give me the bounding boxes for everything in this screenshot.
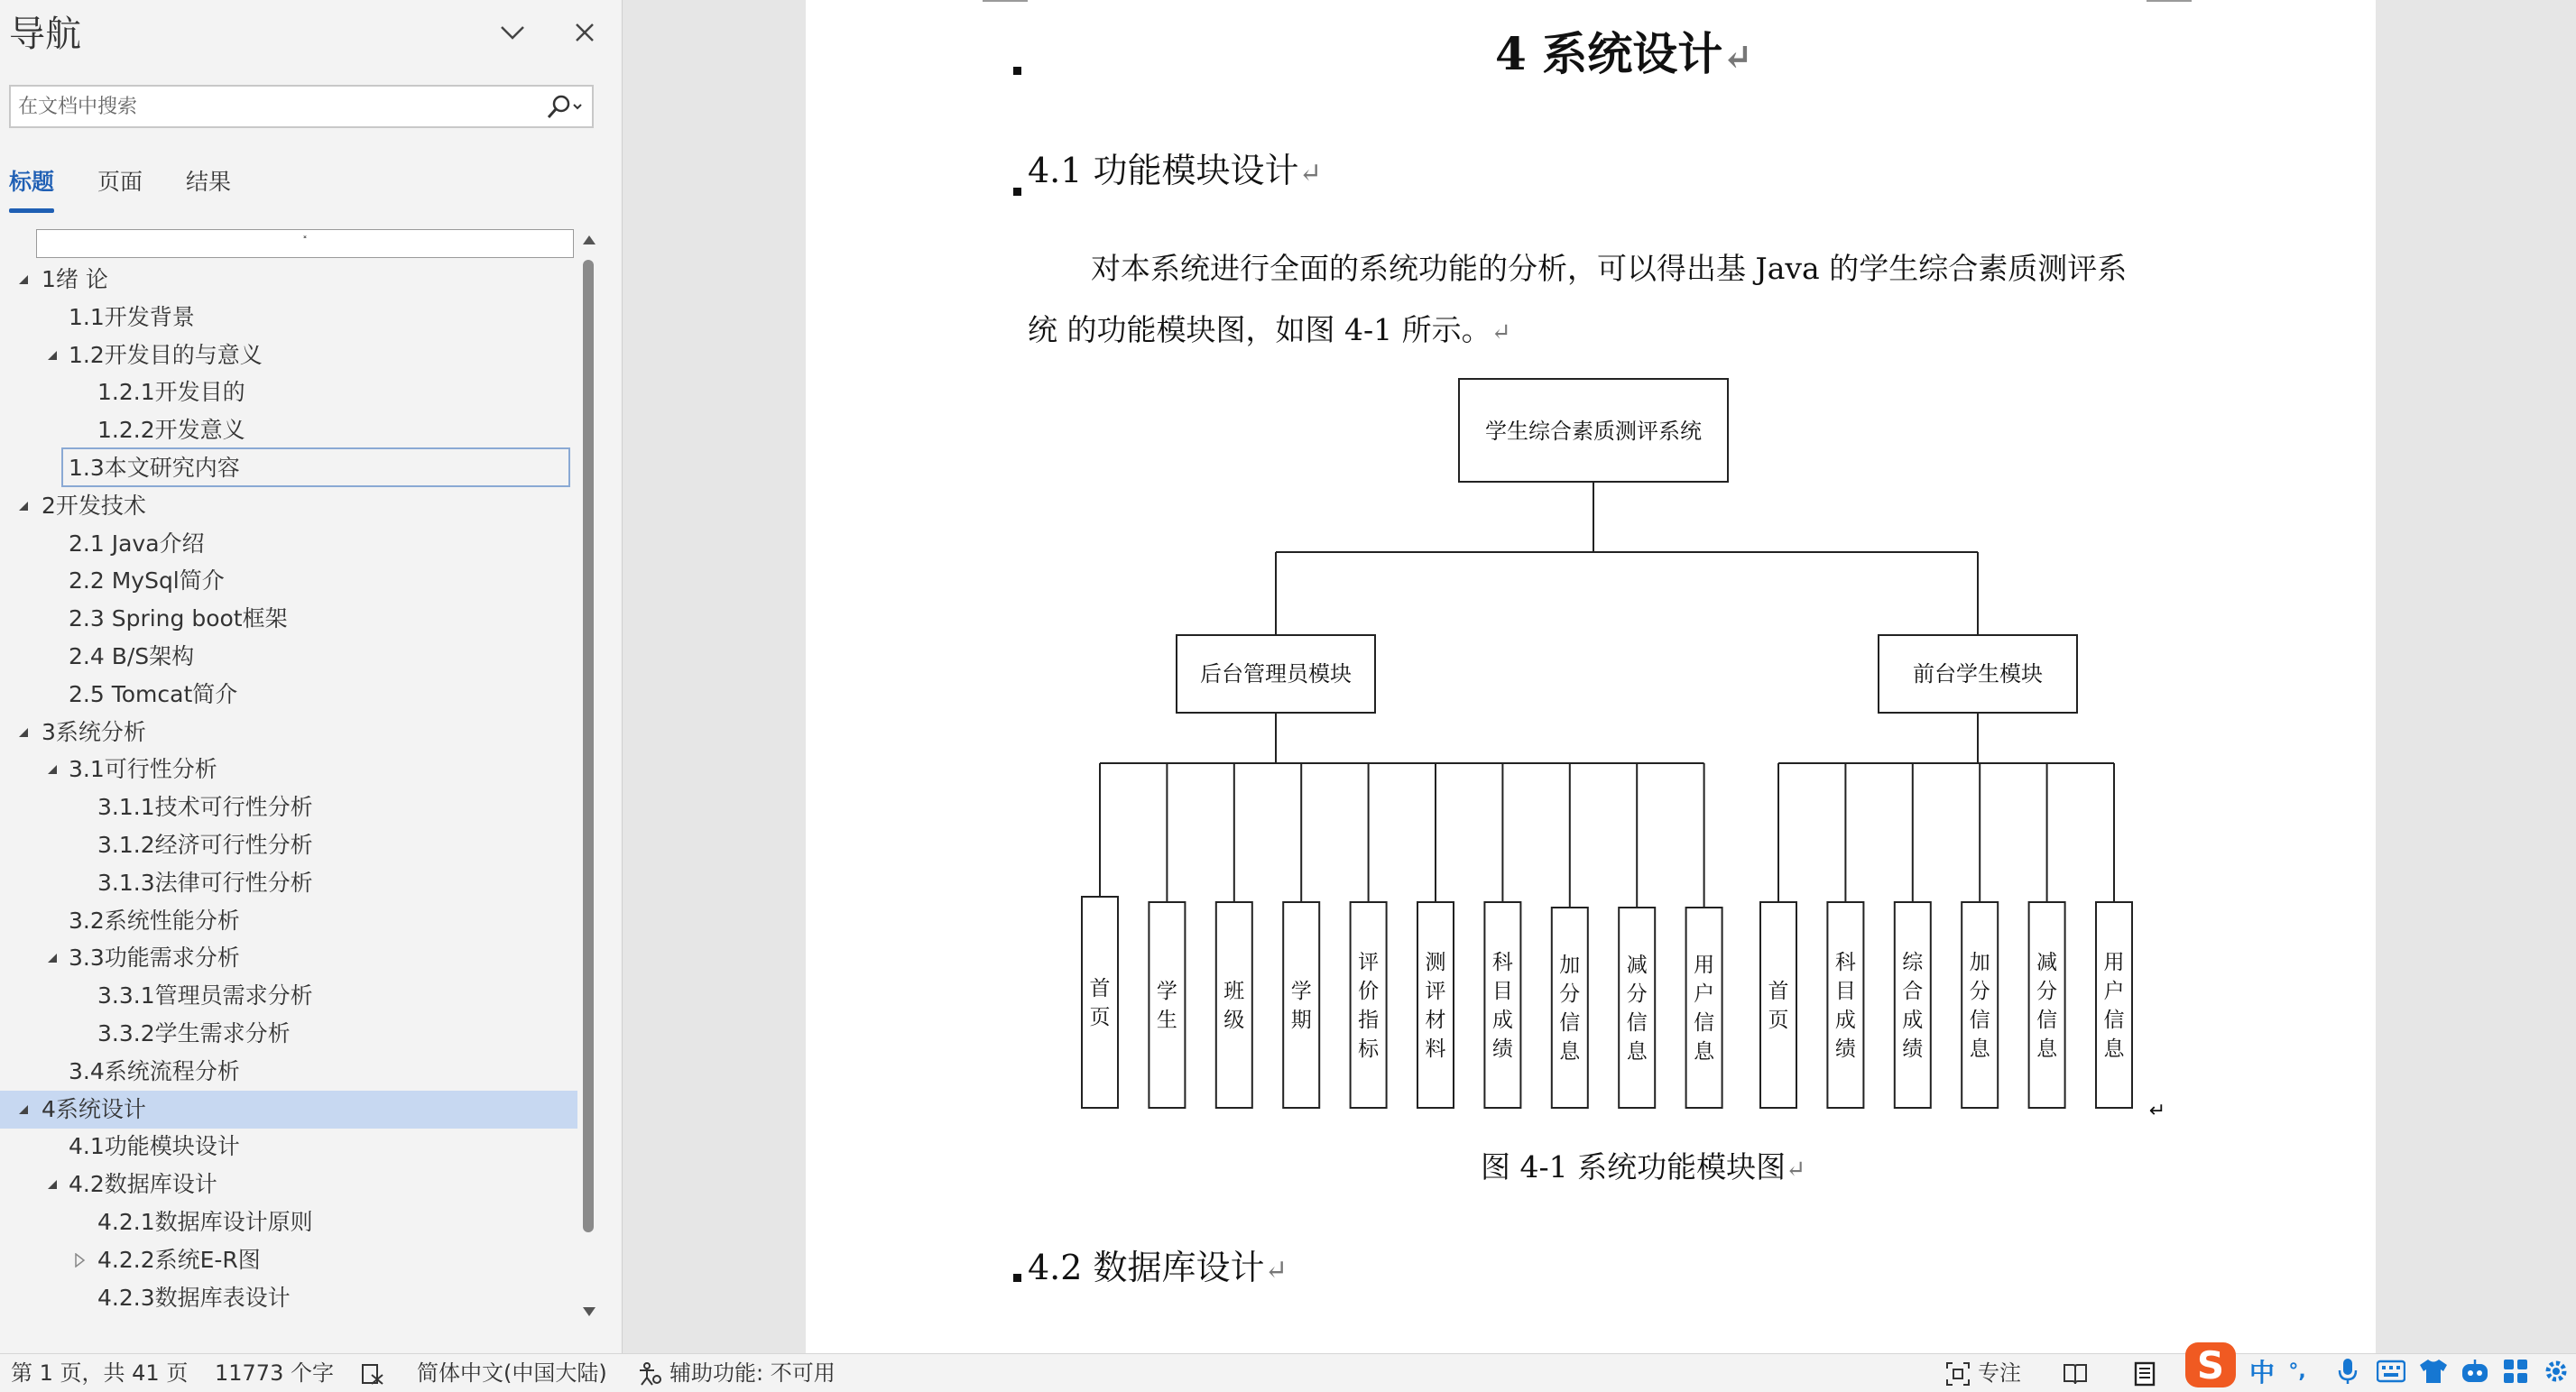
tree-item-label: 1.2.1开发目的 [97,379,245,406]
admin-leaf-label-char: 息 [1559,1040,1581,1064]
heading-bullet [1013,188,1021,196]
tree-item-label: 4.1功能模块设计 [69,1133,240,1160]
admin-leaf-label-char: 息 [1626,1040,1648,1064]
tree-item[interactable] [0,373,577,411]
accessibility-icon [637,1361,662,1387]
student-leaf-label-char: 目 [1834,980,1856,1003]
student-leaf-label-char: 页 [1768,1009,1789,1032]
paragraph-mark: ↵ [1298,158,1322,189]
admin-leaf-label-char: 评 [1425,980,1446,1003]
chapter-title[interactable] [1495,18,1753,83]
tree-item-label: 4系统设计 [42,1095,146,1122]
admin-leaf-label-char: 减 [1626,954,1648,977]
nav-tabs [9,166,231,217]
student-leaf-label-char: 加 [1969,951,1990,974]
tree-item[interactable] [0,676,577,714]
paragraph-line-2[interactable] [1028,307,1511,349]
admin-leaf-label-char: 科 [1491,951,1513,974]
tree-item-label: 3系统分析 [42,718,146,745]
student-leaf-label-char: 成 [1902,1009,1924,1032]
admin-leaf-label-char: 生 [1156,1009,1177,1032]
student-leaf-label-char: 绩 [1834,1037,1856,1061]
proofing-icon [361,1362,384,1386]
tree-item-label: 1.3本文研究内容 [63,449,568,485]
tree-item-label: 4.2.1数据库设计原则 [97,1209,313,1235]
student-leaf-label-char: 用 [2103,951,2125,974]
heading-bullet [1013,67,1021,75]
student-leaf-box [1895,902,1931,1108]
tree-item-label: 2.4 B/S架构 [69,643,195,669]
soft-keyboard-button[interactable] [2375,1355,2407,1387]
tree-item-label: 2.5 Tomcat简介 [69,680,238,707]
tree-item[interactable] [0,1015,577,1053]
nav-search-box[interactable] [9,85,594,128]
heading-tree [0,261,577,1316]
admin-leaf-box [1552,908,1588,1108]
navigation-pane [0,0,623,1353]
admin-leaf-label-char: 班 [1223,980,1245,1003]
voice-input-button[interactable] [2331,1355,2364,1387]
search-options-button[interactable] [540,90,586,124]
tree-item-label: 1.1开发背景 [69,303,195,330]
expanded-triangle-icon[interactable] [13,261,34,299]
tree-item-label: 3.1.2经济可行性分析 [97,832,313,858]
close-icon [575,23,595,42]
admin-leaf-label-char: 用 [1694,954,1715,977]
admin-leaf-label-char: 评 [1358,951,1380,974]
admin-leaf-label-char: 户 [1694,982,1715,1006]
expanded-triangle-icon[interactable] [13,487,34,525]
student-leaf-label-char: 息 [2036,1037,2058,1061]
admin-leaf-box [1082,897,1118,1108]
admin-leaf-box [1149,902,1185,1108]
ime-mode-indicator[interactable]: 中 [2248,1358,2275,1387]
tree-item-label: 3.1.3法律可行性分析 [97,869,313,896]
student-leaf-label-char: 绩 [1902,1037,1924,1061]
tree-item[interactable] [0,638,577,676]
nav-pane-title: 导航 [9,14,81,55]
admin-leaf-box [1283,902,1319,1108]
tree-item-label: 3.2系统性能分析 [69,907,240,934]
print-layout-icon [2133,1361,2156,1387]
expanded-triangle-icon[interactable] [42,751,63,788]
tree-item[interactable] [0,902,577,940]
tree-item[interactable] [0,487,577,525]
student-leaf-label-char: 综 [1902,951,1924,974]
tree-item-label: 2开发技术 [42,492,146,519]
expanded-triangle-icon[interactable] [42,1166,63,1203]
tree-item-label: 3.3功能需求分析 [69,945,240,972]
tree-item[interactable] [0,1203,577,1241]
figure-caption-text: 图 4-1 系统功能模块图 [1481,1149,1787,1185]
student-leaf-label-char: 信 [1969,1009,1990,1032]
section-title-text: 4.1 功能模块设计 [1028,151,1299,190]
student-leaf-label-char: 户 [2103,980,2125,1003]
admin-leaf-label-char: 期 [1290,1009,1312,1032]
tree-item[interactable] [0,562,577,600]
tree-item[interactable] [0,939,577,977]
nav-search-input[interactable] [18,90,532,123]
admin-leaf-label-char: 绩 [1491,1037,1513,1061]
tree-item-label: 3.1可行性分析 [69,756,217,783]
language-indicator[interactable]: 简体中文(中国大陆) [417,1360,607,1386]
grid-icon [2502,1358,2529,1385]
tree-item[interactable] [0,1279,577,1316]
admin-leaf-label-char: 页 [1089,1006,1111,1029]
admin-leaf-label-char: 材 [1425,1009,1446,1032]
print-layout-button[interactable] [2133,1354,2156,1392]
paragraph-mark: ↵ [1491,318,1511,346]
skin-button[interactable] [2416,1355,2451,1387]
student-leaf-box [1760,902,1796,1108]
student-leaf-box [1962,902,1998,1108]
admin-leaf-label-char: 学 [1156,980,1177,1003]
admin-leaf-box [1686,908,1722,1108]
admin-leaf-label-char: 测 [1425,951,1446,974]
admin-leaf-box [1484,902,1520,1108]
triangle-down-icon [582,1306,596,1317]
keyboard-icon [2377,1360,2405,1383]
tree-item[interactable] [0,1053,577,1091]
paragraph-mark: ↵ [1786,1156,1806,1184]
collapsed-triangle-icon[interactable] [69,1241,90,1279]
robot-icon [2460,1359,2490,1384]
tree-item-label: 3.3.1管理员需求分析 [97,982,313,1009]
page-count[interactable]: 第 1 页，共 41 页 [11,1360,189,1386]
student-module-label: 前台学生模块 [1913,661,2043,687]
focus-mode-button[interactable] [1945,1354,2021,1392]
section-title-4-2[interactable] [1028,1240,1288,1289]
tree-item[interactable] [0,336,577,374]
admin-leaf-box [1351,902,1387,1108]
figure-caption[interactable] [1481,1144,1805,1186]
ime-assistant-button[interactable] [2458,1355,2492,1387]
student-leaf-label-char: 信 [2036,1009,2058,1032]
admin-leaf-label-char: 料 [1425,1037,1446,1061]
tree-item-label: 2.2 MySql简介 [69,567,225,595]
ime-settings-button[interactable] [2539,1355,2573,1387]
gear-icon [2542,1357,2571,1386]
sogou-ime-button[interactable] [2182,1339,2239,1391]
tree-item-label: 4.2.3数据库表设计 [97,1284,291,1311]
paragraph-mark: ↵ [1264,1255,1288,1286]
admin-leaf-box [1619,908,1655,1108]
tree-item-label: 3.1.1技术可行性分析 [97,794,313,821]
tree-item-label: 1.2.2开发意义 [97,417,245,444]
tree-item-label: 4.2数据库设计 [69,1171,217,1198]
admin-leaf-label-char: 信 [1694,1011,1715,1035]
microphone-icon [2337,1357,2359,1386]
focus-icon [1945,1361,1971,1387]
tree-item[interactable] [0,788,577,826]
tree-item[interactable] [0,714,577,751]
student-leaf-label-char: 分 [1969,980,1990,1003]
accessibility-text: 辅助功能: 不可用 [669,1360,836,1386]
read-mode-icon [2063,1362,2088,1386]
diagram-paragraph-mark: ↵ [2148,1100,2166,1119]
tree-item[interactable] [0,826,577,864]
expanded-triangle-icon[interactable] [13,714,34,751]
expanded-triangle-icon[interactable] [42,336,63,374]
tree-item[interactable] [0,1128,577,1166]
read-mode-button[interactable] [2063,1354,2088,1392]
tree-item[interactable] [0,411,577,449]
tab-results[interactable]: 结果 [186,169,232,195]
expanded-triangle-icon[interactable] [13,1091,34,1129]
proofing-button[interactable] [361,1354,384,1392]
student-leaf-box [2096,902,2132,1108]
tree-item[interactable] [0,299,577,336]
admin-leaf-label-char: 首 [1089,977,1111,1000]
student-leaf-label-char: 首 [1768,980,1789,1003]
nav-close-button[interactable] [565,13,605,52]
tree-item-label: 2.1 Java介绍 [69,530,205,557]
nav-scrollbar[interactable] [577,231,601,1326]
student-leaf-label-char: 息 [1969,1037,1990,1061]
admin-leaf-label-char: 指 [1358,1009,1380,1032]
page-corner-mark [983,0,1028,2]
admin-leaf-label-char: 分 [1559,982,1581,1006]
student-leaf-box [1827,902,1863,1108]
admin-leaf-label-char: 级 [1223,1009,1245,1032]
tree-item[interactable] [0,449,577,487]
student-leaf-label-char: 分 [2036,980,2058,1003]
tree-item-label: 4.2.2系统E-R图 [97,1246,261,1273]
student-leaf-label-char: 减 [2036,951,2058,974]
tree-item[interactable] [0,1241,577,1279]
scroll-up-arrow[interactable] [580,231,598,249]
expanded-triangle-icon[interactable] [42,939,63,977]
tree-item[interactable] [0,751,577,788]
admin-module-label: 后台管理员模块 [1200,661,1352,687]
page-corner-mark [2147,0,2192,2]
student-leaf-label-char: 信 [2103,1009,2125,1032]
tree-item[interactable] [0,525,577,563]
tree-item[interactable] [0,977,577,1015]
nav-options-button[interactable] [493,13,532,52]
chevron-down-icon [500,24,525,41]
admin-leaf-label-char: 学 [1290,980,1312,1003]
tshirt-icon [2418,1358,2449,1385]
tree-item[interactable] [0,1166,577,1203]
paragraph-mark: ↵ [1722,36,1753,78]
student-leaf-label-char: 息 [2103,1037,2125,1061]
heading-filter-box[interactable]: ˟ [36,229,574,258]
tree-item-label: 2.3 Spring boot框架 [69,605,288,632]
tab-headings[interactable]: 标题 [9,166,54,213]
root-node-label: 学生综合素质测评系统 [1485,419,1702,444]
triangle-up-icon [582,235,596,245]
tree-item[interactable] [0,864,577,902]
admin-leaf-label-char: 目 [1491,980,1513,1003]
section-title-4-1[interactable] [1028,143,1322,192]
scroll-down-arrow[interactable] [580,1303,598,1321]
heading-bullet [1013,1274,1021,1282]
tab-pages[interactable]: 页面 [97,169,143,195]
focus-label: 专注 [1978,1360,2021,1386]
ime-toolbox-button[interactable] [2499,1355,2532,1387]
ime-punctuation-indicator[interactable]: °, [2288,1360,2306,1383]
tree-item-label: 3.4系统流程分析 [69,1057,240,1084]
svg-text:S: S [2196,1343,2225,1387]
admin-leaf-label-char: 信 [1626,1011,1648,1035]
function-module-diagram[interactable] [1066,370,2166,1119]
admin-leaf-label-char: 成 [1491,1009,1513,1032]
accessibility-indicator[interactable] [637,1354,836,1392]
paragraph-line-1[interactable]: 对本系统进行全面的系统功能的分析，可以得出基 Java 的学生综合素质测评系 [1091,251,2128,286]
search-icon [543,93,583,122]
student-leaf-label-char: 科 [1834,951,1856,974]
section-title-text: 4.2 数据库设计 [1028,1248,1265,1287]
student-leaf-label-char: 合 [1902,980,1924,1003]
sogou-s-icon [2183,1340,2239,1390]
tree-item[interactable] [0,600,577,638]
tree-item-label: 1绪 论 [42,266,108,292]
admin-leaf-label-char: 价 [1358,980,1380,1003]
tree-item[interactable] [0,1091,577,1129]
admin-leaf-label-char: 标 [1358,1037,1380,1061]
paragraph-line-2-text: 统 的功能模块图，如图 4-1 所示。 [1028,312,1491,347]
admin-leaf-box [1417,902,1454,1108]
tree-item-label: 3.3.2学生需求分析 [97,1020,291,1046]
admin-leaf-label-char: 息 [1694,1040,1715,1064]
tree-item-label: 1.2开发目的与意义 [69,341,263,368]
student-leaf-box [2029,902,2065,1108]
admin-leaf-label-char: 分 [1626,982,1648,1006]
chapter-title-text: 4 系统设计 [1495,27,1723,80]
student-leaf-label-char: 成 [1834,1009,1856,1032]
admin-leaf-box [1216,902,1252,1108]
scroll-thumb[interactable] [583,260,594,1232]
tree-item[interactable] [0,261,577,299]
word-count[interactable]: 11773 个字 [215,1360,334,1386]
admin-leaf-label-char: 信 [1559,1011,1581,1035]
admin-leaf-label-char: 加 [1559,954,1581,977]
